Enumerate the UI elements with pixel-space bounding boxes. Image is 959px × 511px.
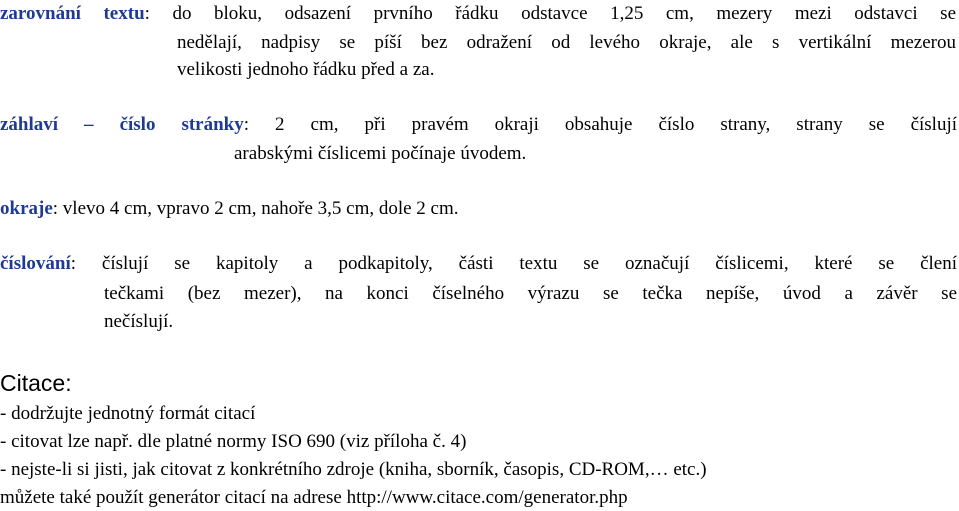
citations-heading: Citace: [0, 370, 72, 396]
alignment-text-1: do bloku, odsazení prvního řádku odstavce 1,25 cm, mezery mezi odstavci se [172, 3, 956, 24]
citation-item-3: - nejste-li si jisti, jak citovat z konkrétního zdroje (kniha, sborník, časopis, CD-ROM,… etc.) [0, 459, 707, 480]
numbering-line-1 [0, 252, 957, 276]
margins-colon: : [52, 198, 59, 219]
header-text-1: 2 cm, při pravém okraji obsahuje číslo strany, strany se číslují [275, 114, 958, 135]
alignment-line-1 [0, 2, 956, 26]
citation-item-4: můžete také použít generátor citací na adrese http://www.citace.com/generator.php [0, 487, 628, 508]
alignment-line-3: velikosti jednoho řádku před a za. [177, 59, 435, 80]
alignment-term: zarovnání textu [0, 3, 145, 24]
citation-item-2: - citovat lze např. dle platné normy ISO 690 (viz příloha č. 4) [0, 431, 467, 452]
header-colon: : [243, 114, 250, 135]
header-line-2: arabskými číslicemi počínaje úvodem. [234, 143, 527, 164]
header-term: záhlaví – číslo stránky [0, 114, 244, 135]
margins-text: vlevo 4 cm, vpravo 2 cm, nahoře 3,5 cm, dole 2 cm. [62, 198, 459, 219]
numbering-colon: : [70, 253, 77, 274]
margins-paragraph [0, 197, 459, 221]
numbering-line-2: tečkami (bez mezer), na konci číselného výrazu se tečka nepíše, úvod a závěr se [104, 283, 957, 304]
alignment-line-2: nedělají, nadpisy se píší bez odražení od levého okraje, ale s vertikální mezerou [177, 32, 956, 53]
alignment-colon: : [144, 3, 150, 24]
citation-item-1: - dodržujte jednotný formát citací [0, 403, 256, 424]
numbering-line-3: nečíslují. [104, 311, 174, 332]
header-line-1 [0, 113, 957, 137]
numbering-text-1: číslují se kapitoly a podkapitoly, části textu se označují číslicemi, které se člení [101, 253, 958, 274]
margins-term: okraje [0, 198, 53, 219]
numbering-term: číslování [0, 253, 71, 274]
